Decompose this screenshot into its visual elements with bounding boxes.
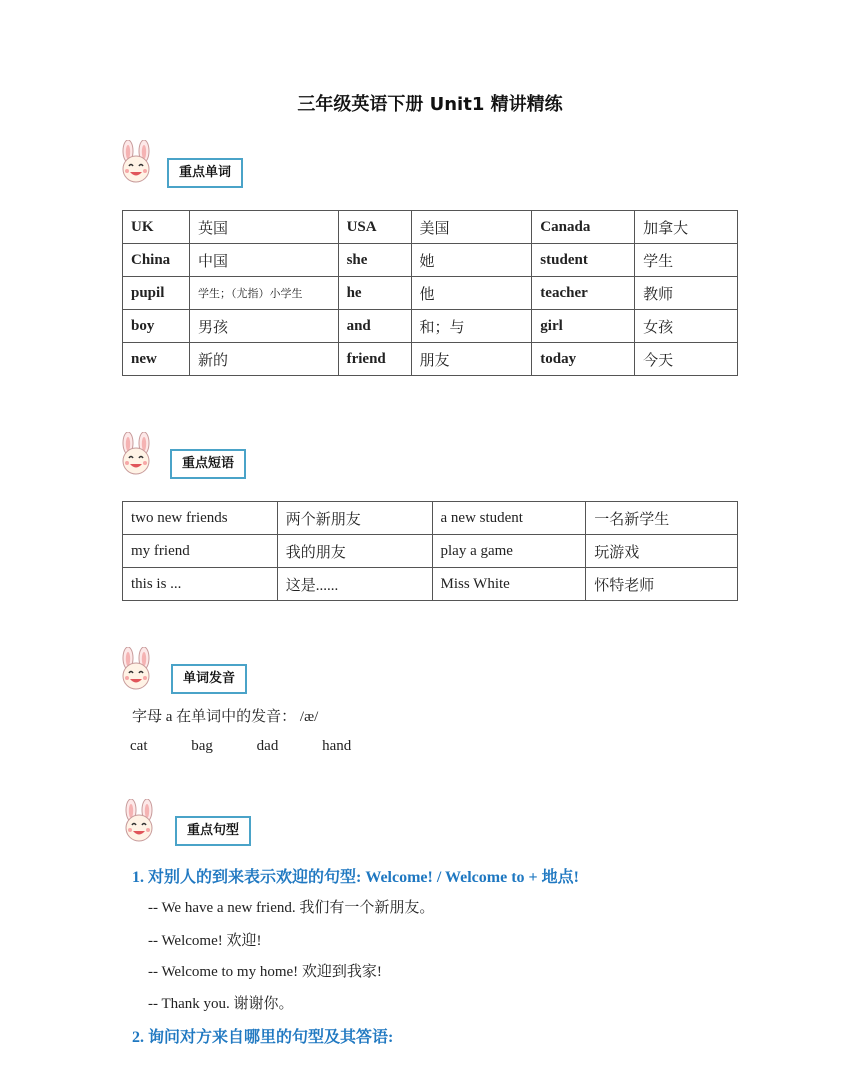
bunny-icon	[117, 799, 161, 843]
word-en: she	[338, 244, 411, 277]
table-row	[123, 277, 738, 310]
word-zh: 教师	[635, 277, 738, 310]
word-zh: 加拿大	[635, 211, 738, 244]
section-sentences-label: 重点句型	[175, 816, 251, 846]
word-zh: 新的	[189, 343, 338, 376]
word-en: teacher	[532, 277, 635, 310]
word-zh: 英国	[189, 211, 338, 244]
word-zh: 中国	[189, 244, 338, 277]
pronunciation-word: cat	[130, 738, 148, 754]
word-zh: 女孩	[635, 310, 738, 343]
word-en: pupil	[123, 277, 190, 310]
phrase-en: my friend	[123, 535, 278, 568]
table-row	[123, 343, 738, 376]
table-row	[123, 568, 738, 601]
word-en: Canada	[532, 211, 635, 244]
phrase-zh: 玩游戏	[586, 535, 738, 568]
page-title: 三年级英语下册 Unit1 精讲精练	[297, 94, 563, 115]
word-zh: 朋友	[411, 343, 532, 376]
phrase-zh: 我的朋友	[277, 535, 432, 568]
phrase-zh: 这是......	[277, 568, 432, 601]
word-en: China	[123, 244, 190, 277]
word-en: UK	[123, 211, 190, 244]
word-en: new	[123, 343, 190, 376]
word-zh: 他	[411, 277, 532, 310]
pronunciation-word: dad	[256, 738, 279, 754]
phrase-table	[122, 501, 738, 601]
section-phrases-label: 重点短语	[170, 449, 246, 479]
table-row	[123, 502, 738, 535]
sentence-line: -- Welcome! 欢迎!	[148, 933, 262, 949]
table-row	[123, 535, 738, 568]
table-row	[123, 211, 738, 244]
word-zh: 男孩	[189, 310, 338, 343]
word-en: friend	[338, 343, 411, 376]
sentence-line: -- We have a new friend. 我们有一个新朋友。	[148, 900, 435, 916]
word-zh: 和；与	[411, 310, 532, 343]
word-en: today	[532, 343, 635, 376]
word-zh: 学生；（尤指）小学生	[189, 277, 338, 310]
word-en: USA	[338, 211, 411, 244]
word-en: he	[338, 277, 411, 310]
phrase-zh: 两个新朋友	[277, 502, 432, 535]
sentence-heading-2: 2. 询问对方来自哪里的句型及其答语:	[132, 1029, 394, 1046]
word-en: girl	[532, 310, 635, 343]
word-zh: 学生	[635, 244, 738, 277]
phrase-en: play a game	[432, 535, 586, 568]
word-zh: 美国	[411, 211, 532, 244]
word-zh: 今天	[635, 343, 738, 376]
pronunciation-word: hand	[322, 738, 352, 754]
phrase-en: Miss White	[432, 568, 586, 601]
pronunciation-word-list	[130, 738, 391, 755]
section-pronunciation-label: 单词发音	[171, 664, 247, 694]
word-en: student	[532, 244, 635, 277]
table-row	[123, 244, 738, 277]
sentence-line: -- Thank you. 谢谢你。	[148, 996, 294, 1012]
bunny-icon	[114, 647, 158, 691]
sentence-line: -- Welcome to my home! 欢迎到我家!	[148, 964, 382, 980]
phrase-en: two new friends	[123, 502, 278, 535]
bunny-icon	[114, 432, 158, 476]
phrase-zh: 怀特老师	[586, 568, 738, 601]
phrase-zh: 一名新学生	[586, 502, 738, 535]
word-table	[122, 210, 738, 376]
bunny-icon	[114, 140, 158, 184]
pronunciation-rule: 字母 a 在单词中的发音： /æ/	[132, 709, 319, 725]
table-row	[123, 310, 738, 343]
word-en: and	[338, 310, 411, 343]
phrase-en: a new student	[432, 502, 586, 535]
pronunciation-word: bag	[191, 738, 213, 754]
sentence-heading-1: 1. 对别人的到来表示欢迎的句型: Welcome! / Welcome to + 地点!	[132, 869, 579, 886]
phrase-en: this is ...	[123, 568, 278, 601]
section-words-label: 重点单词	[167, 158, 243, 188]
word-zh: 她	[411, 244, 532, 277]
word-en: boy	[123, 310, 190, 343]
